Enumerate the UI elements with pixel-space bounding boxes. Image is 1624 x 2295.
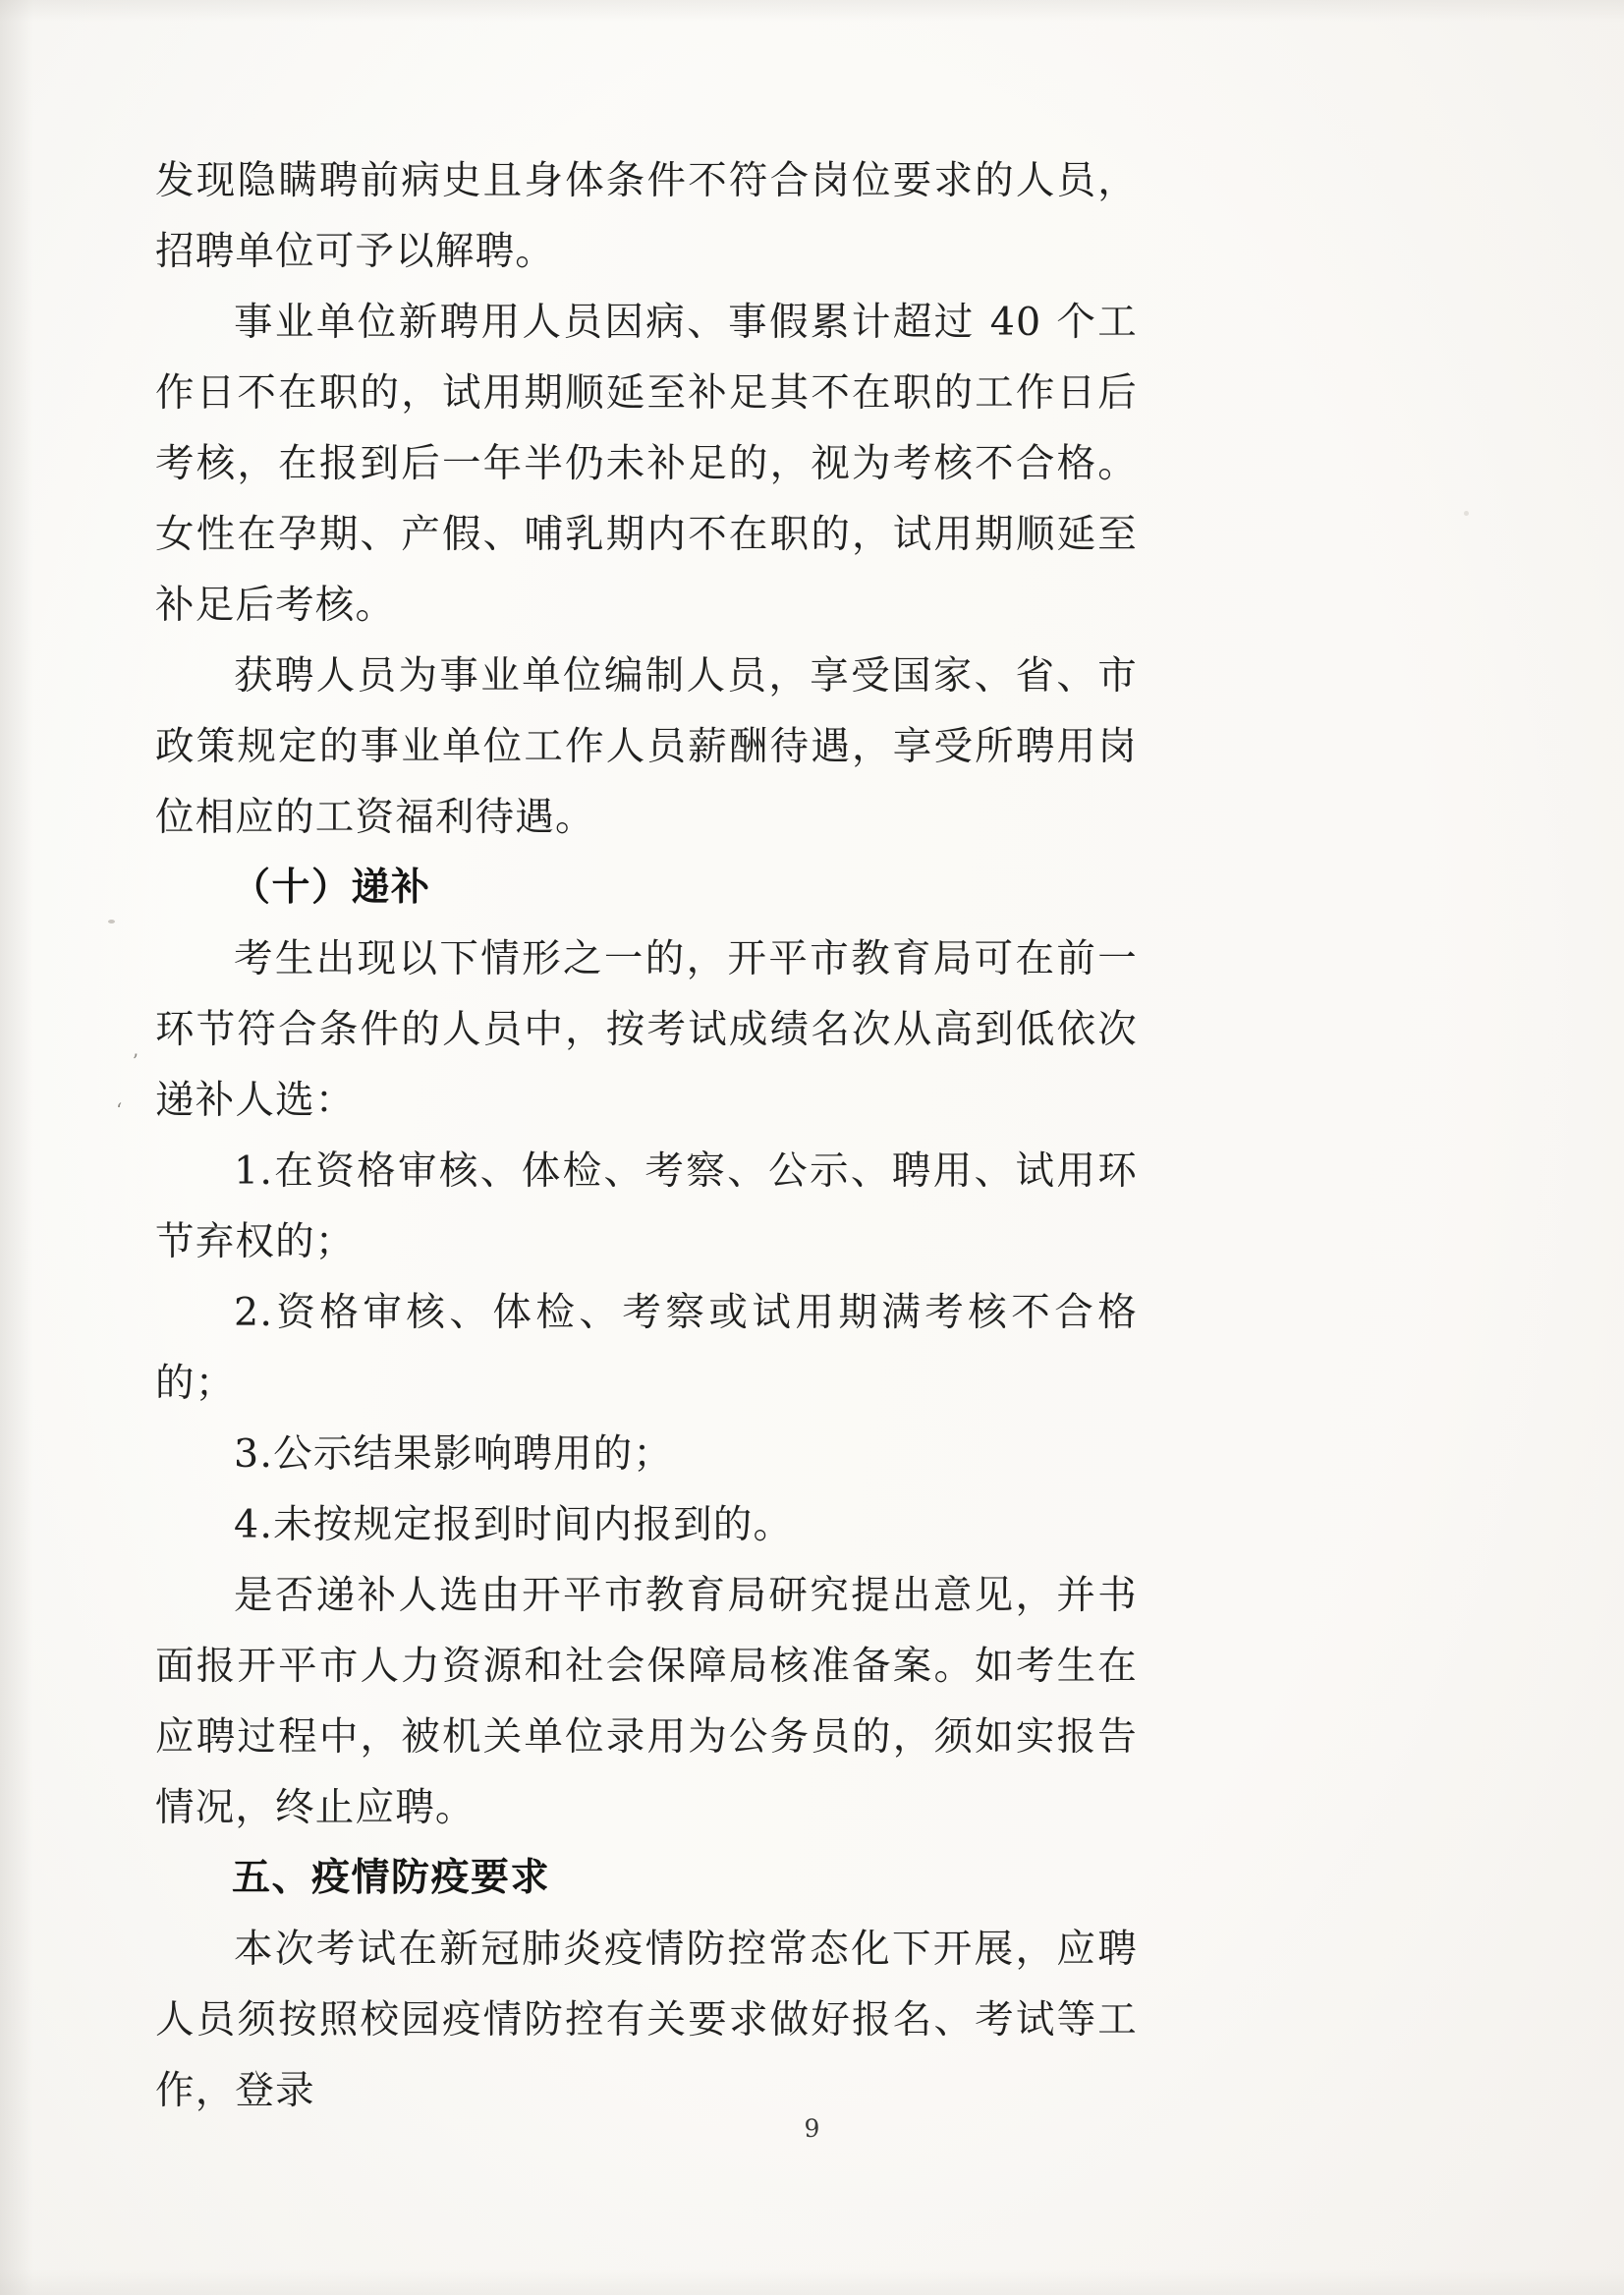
heading-section-ten-replacement: （十）递补 (232, 866, 431, 910)
list-item-4-missed-reporting-time: 4.未按规定报到时间内报到的。 (234, 1502, 794, 1547)
scan-shadow-top (0, 0, 1624, 22)
scan-shadow-left (0, 0, 33, 2295)
paragraph-replacement-approval-process: 是否递补人选由开平市教育局研究提出意见，并书面报开平市人力资源和社会保障局核准备案。如考生在应聘过程中，被机关单位录用为公务员的，须如实报告情况，终止应聘。 (155, 1573, 1138, 1830)
paragraph-replacement-criteria-intro: 考生出现以下情形之一的，开平市教育局可在前一环节符合条件的人员中，按考试成绩名次从高到低依次递补人选： (155, 936, 1138, 1123)
paragraph-probation-extension-rules: 事业单位新聘用人员因病、事假累计超过 40 个工作日不在职的，试用期顺延至补足其不在职的工作日后考核，在报到后一年半仍未补足的，视为考核不合格。女性在孕期、产假、哺乳期内不在职的，试用期顺延至补足后考核。 (155, 300, 1138, 628)
list-item-2-failed-review: 2.资格审核、体检、考察或试用期满考核不合格的； (155, 1290, 1138, 1406)
paragraph-salary-and-benefits: 获聘人员为事业单位编制人员，享受国家、省、市政策规定的事业单位工作人员薪酬待遇，享受所聘用岗位相应的工资福利待遇。 (155, 653, 1138, 840)
document-text-body (155, 145, 1138, 2126)
paragraph-dismissal-for-hidden-medical-history: 发现隐瞒聘前病史且身体条件不符合岗位要求的人员，招聘单位可予以解聘。 (155, 158, 1138, 274)
scan-speck (1464, 511, 1469, 516)
scan-stray-mark: ʻ (116, 1098, 123, 1122)
list-item-1-waiver: 1.在资格审核、体检、考察、公示、聘用、试用环节弃权的； (155, 1148, 1138, 1264)
scan-stray-mark: ʼ (132, 1049, 139, 1073)
paragraph-epidemic-prevention-requirements: 本次考试在新冠肺炎疫情防控常态化下开展，应聘人员须按照校园疫情防控有关要求做好报名、考试等工作，登录 (155, 1927, 1138, 2113)
scan-speck (108, 920, 115, 924)
scan-shadow-bottom (0, 2269, 1624, 2295)
page-number: 9 (804, 2114, 820, 2143)
list-item-3-publicity-result: 3.公示结果影响聘用的； (234, 1431, 674, 1477)
heading-section-five-epidemic-requirements: 五、疫情防疫要求 (232, 1856, 551, 1900)
